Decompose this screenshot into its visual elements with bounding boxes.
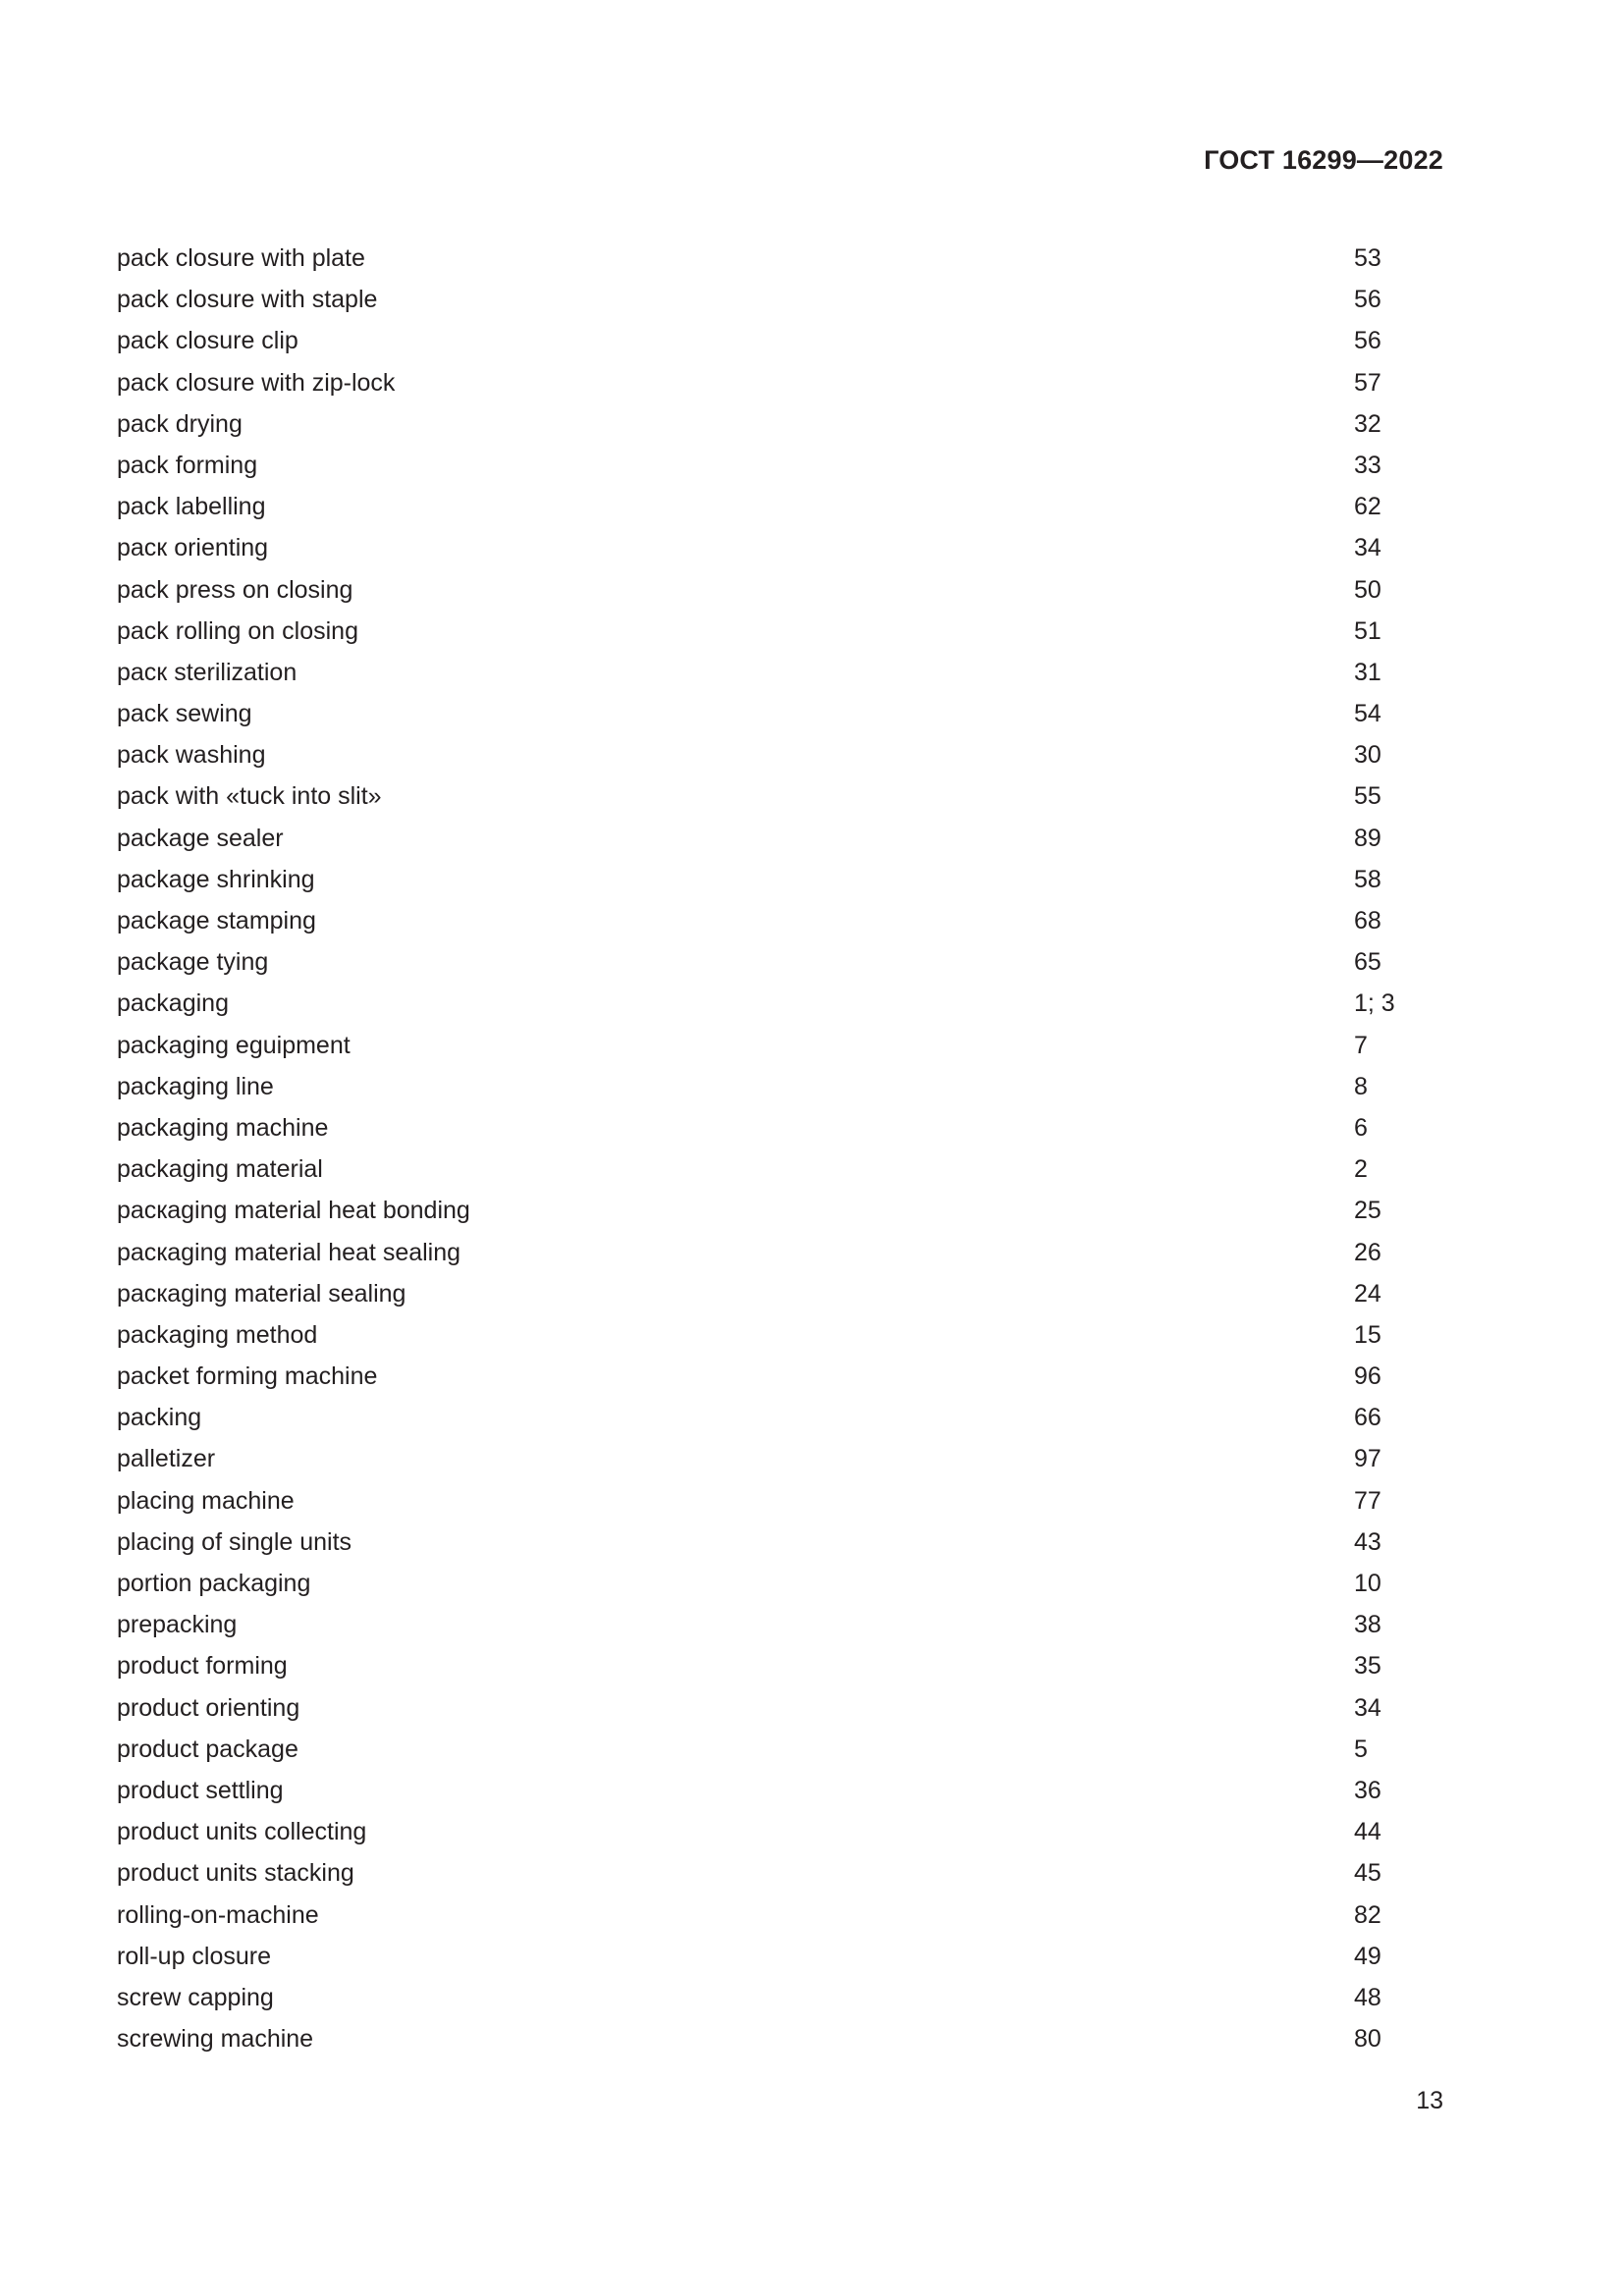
index-term: placing of single units (117, 1527, 352, 1556)
index-ref: 7 (1354, 1031, 1368, 1059)
index-ref: 6 (1354, 1113, 1368, 1142)
index-ref: 80 (1354, 2025, 1381, 2054)
index-term: package tying (117, 948, 269, 977)
index-ref: 50 (1354, 575, 1381, 604)
index-ref: 68 (1354, 907, 1381, 934)
index-term: product units collecting (117, 1818, 367, 1846)
index-term: packing (117, 1404, 202, 1432)
index-row (117, 407, 1393, 449)
index-ref: 24 (1354, 1279, 1381, 1308)
index-ref: 44 (1354, 1818, 1381, 1846)
index-row (117, 366, 1393, 407)
index-ref: 8 (1354, 1072, 1368, 1100)
index-term: product settling (117, 1776, 284, 1804)
index-ref: 1; 3 (1354, 989, 1395, 1018)
index-row (117, 1898, 1393, 1940)
index-term: roll-up closure (117, 1942, 272, 1970)
page-number: 13 (1416, 2087, 1443, 2114)
index-term: product forming (117, 1652, 288, 1681)
index-row (117, 1691, 1393, 1733)
index-term: pack washing (117, 741, 266, 770)
index-row (117, 531, 1393, 572)
index-term: pack press on closing (117, 575, 353, 604)
index-row (117, 1484, 1393, 1525)
index-row (117, 656, 1393, 697)
index-term: pack closure clip (117, 327, 298, 355)
index-row (117, 863, 1393, 904)
index-row (117, 1277, 1393, 1318)
index-term: product package (117, 1735, 298, 1763)
index-term: screwing machine (117, 2025, 314, 2054)
index-term: screw capping (117, 1983, 274, 2011)
index-ref: 56 (1354, 286, 1381, 314)
index-term: pack drying (117, 409, 243, 438)
index-row (117, 614, 1393, 656)
index-term: pack sewing (117, 700, 252, 728)
index-row (117, 1649, 1393, 1690)
index-term: pack rolling on closing (117, 616, 358, 645)
index-ref: 38 (1354, 1611, 1381, 1639)
index-term: product units stacking (117, 1859, 354, 1888)
index-term: packaging eguipment (117, 1031, 351, 1059)
index-ref: 57 (1354, 368, 1381, 397)
index-ref: 66 (1354, 1404, 1381, 1432)
index-row (117, 1442, 1393, 1483)
index-ref: 32 (1354, 409, 1381, 438)
index-term: packaging material (117, 1155, 323, 1184)
index-ref: 10 (1354, 1570, 1381, 1597)
index-ref: 43 (1354, 1527, 1381, 1556)
index-row (117, 241, 1393, 283)
index-ref: 48 (1354, 1983, 1381, 2011)
index-row (117, 822, 1393, 863)
index-term: pack labelling (117, 493, 266, 521)
index-row (117, 779, 1393, 821)
index-term: pack forming (117, 451, 258, 479)
index-row (117, 1070, 1393, 1111)
index-row (117, 1029, 1393, 1070)
index-ref: 2 (1354, 1155, 1368, 1184)
index-ref: 97 (1354, 1445, 1381, 1473)
index-term: packaging machine (117, 1113, 329, 1142)
index-row (117, 1111, 1393, 1152)
document-header: ГОСТ 16299—2022 (1204, 145, 1443, 175)
index-row (117, 1940, 1393, 1981)
index-ref: 77 (1354, 1486, 1381, 1515)
index-row (117, 1194, 1393, 1235)
index-row (117, 449, 1393, 490)
index-term: product orienting (117, 1693, 300, 1722)
index-row (117, 945, 1393, 987)
index-ref: 34 (1354, 1693, 1381, 1722)
index-row (117, 1525, 1393, 1567)
index-row (117, 1774, 1393, 1815)
index-term: package stamping (117, 907, 316, 934)
index-ref: 33 (1354, 451, 1381, 479)
index-ref: 82 (1354, 1900, 1381, 1929)
index-term: pacк sterilization (117, 658, 298, 686)
index-row (117, 1733, 1393, 1774)
index-row (117, 1815, 1393, 1856)
index-ref: 65 (1354, 948, 1381, 977)
index-row (117, 283, 1393, 324)
index-row (117, 738, 1393, 779)
index-term: packaging method (117, 1320, 318, 1349)
index-term: packaging line (117, 1072, 274, 1100)
index-term: pacкaging material heat sealing (117, 1238, 461, 1266)
index-row (117, 1236, 1393, 1277)
index-row (117, 1318, 1393, 1360)
index-ref: 26 (1354, 1238, 1381, 1266)
index-row (117, 490, 1393, 531)
index-ref: 5 (1354, 1735, 1368, 1763)
index-ref: 56 (1354, 327, 1381, 355)
index-ref: 35 (1354, 1652, 1381, 1681)
index-term: package sealer (117, 824, 284, 852)
index-ref: 36 (1354, 1776, 1381, 1804)
index-row (117, 904, 1393, 945)
index-row (117, 1856, 1393, 1897)
index-row (117, 324, 1393, 365)
index-term: pack closure with staple (117, 286, 378, 314)
index-row (117, 1401, 1393, 1442)
index-term: pacкaging material sealing (117, 1279, 406, 1308)
index-term: pacкaging material heat bonding (117, 1197, 470, 1225)
index-row (117, 2022, 1393, 2063)
index-ref: 49 (1354, 1942, 1381, 1970)
index-ref: 31 (1354, 658, 1381, 686)
index-row (117, 697, 1393, 738)
index-row (117, 1567, 1393, 1608)
index-ref: 53 (1354, 244, 1381, 272)
index-ref: 30 (1354, 741, 1381, 770)
index-term: prepacking (117, 1611, 238, 1639)
index-ref: 51 (1354, 616, 1381, 645)
index-term: pacк orienting (117, 534, 269, 562)
index-ref: 62 (1354, 493, 1381, 521)
index-row (117, 1360, 1393, 1401)
index-term: packet forming machine (117, 1362, 378, 1391)
index-ref: 89 (1354, 824, 1381, 852)
index-ref: 58 (1354, 865, 1381, 893)
index-ref: 25 (1354, 1197, 1381, 1225)
index-term: pack closure with plate (117, 244, 365, 272)
index-term: package shrinking (117, 865, 315, 893)
index-ref: 55 (1354, 782, 1381, 811)
index-ref: 54 (1354, 700, 1381, 728)
index-ref: 15 (1354, 1320, 1381, 1349)
index-term: pack with «tuck into slit» (117, 782, 382, 811)
index-term: placing machine (117, 1486, 295, 1515)
index-ref: 96 (1354, 1362, 1381, 1391)
term-index (117, 241, 1393, 2063)
index-row (117, 1981, 1393, 2022)
index-row (117, 987, 1393, 1028)
index-term: packaging (117, 989, 229, 1018)
index-row (117, 1152, 1393, 1194)
index-term: palletizer (117, 1445, 216, 1473)
index-row (117, 1608, 1393, 1649)
index-ref: 45 (1354, 1859, 1381, 1888)
index-term: rolling-on-machine (117, 1900, 319, 1929)
index-row (117, 573, 1393, 614)
index-term: pack closure with zip-lock (117, 368, 396, 397)
index-term: portion packaging (117, 1570, 311, 1597)
index-ref: 34 (1354, 534, 1381, 562)
